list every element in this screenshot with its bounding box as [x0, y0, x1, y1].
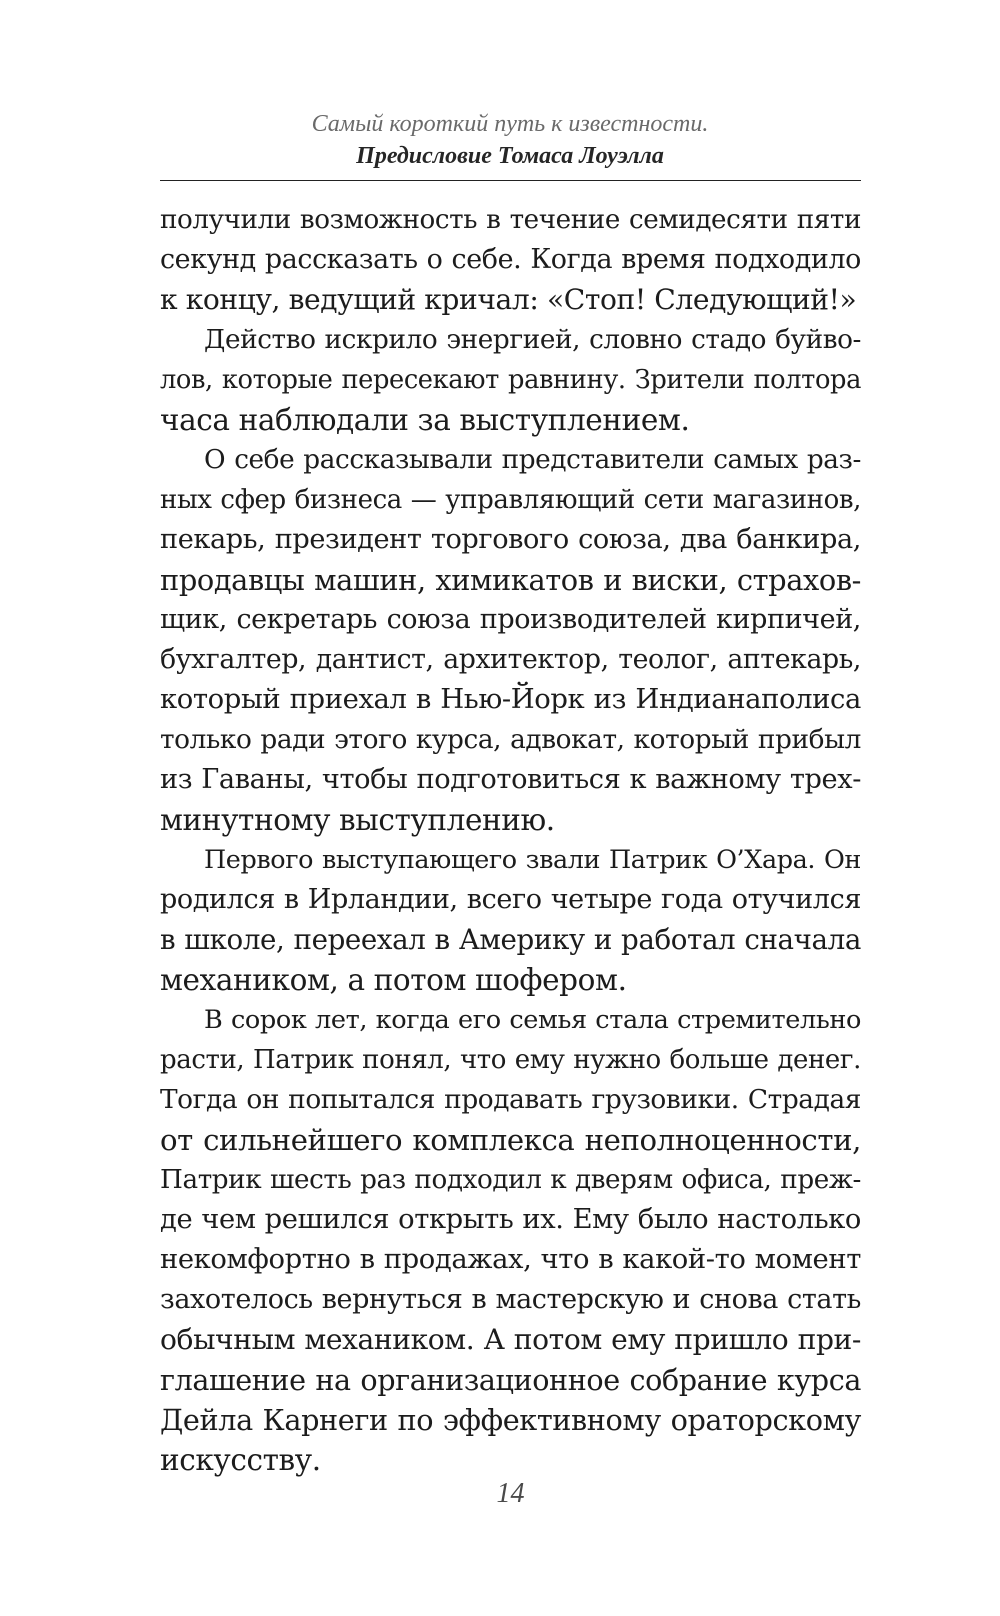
text-line: расти, Патрик понял, что ему нужно больше денег.	[160, 1045, 861, 1075]
text-line: ных сфер бизнеса — управляющий сети магазинов,	[160, 485, 861, 515]
text-line: В сорок лет, когда его семья стала стремительно	[204, 1005, 861, 1035]
text-line: захотелось вернуться в мастерскую и снова стать	[160, 1284, 861, 1315]
header-rule	[160, 180, 861, 181]
text-line: механиком, а потом шофером.	[160, 963, 627, 997]
running-head	[160, 108, 860, 172]
text-line: продавцы машин, химикатов и виски, страхов-	[160, 563, 861, 597]
chapter-title: Самый короткий путь к известности.	[311, 111, 709, 137]
text-line: Дейла Карнеги по эффективному ораторскому	[160, 1403, 861, 1437]
text-line: Тогда он попытался продавать грузовики. Страдая	[160, 1085, 861, 1115]
text-line: де чем решился открыть их. Ему было настолько	[160, 1204, 861, 1235]
text-line: искусству.	[160, 1443, 321, 1477]
text-line: лов, которые пересекают равнину. Зрители полтора	[160, 365, 861, 395]
text-line: Действо искрило энергией, словно стадо буйво-	[204, 325, 861, 355]
text-line: родился в Ирландии, всего четыре года отучился	[160, 884, 861, 915]
text-line: к концу, ведущий кричал: «Стоп! Следующий!»	[160, 283, 857, 316]
text-line: бухгалтер, дантист, архитектор, теолог, аптекарь,	[160, 644, 861, 675]
text-line: только ради этого курса, адвокат, который прибыл	[160, 725, 861, 755]
body-text	[160, 200, 861, 1480]
text-line: получили возможность в течение семидесяти пяти	[160, 205, 861, 235]
text-line: часа наблюдали за выступлением.	[160, 403, 690, 437]
section-title: Предисловие Томаса Лоуэлла	[356, 143, 664, 169]
text-line: О себе рассказывали представители самых раз-	[204, 445, 861, 475]
text-line: секунд рассказать о себе. Когда время подходило	[160, 244, 861, 275]
text-line: который приехал в Нью-Йорк из Индианаполиса	[160, 684, 861, 715]
text-line: пекарь, президент торгового союза, два банкира,	[160, 524, 861, 555]
page-number: 14	[496, 1478, 525, 1509]
text-line: Первого выступающего звали Патрик О’Хара. Он	[204, 845, 861, 875]
text-line: минутному выступлению.	[160, 803, 555, 837]
text-line: в школе, переехал в Америку и работал сначала	[160, 923, 861, 956]
text-line: глашение на организационное собрание курса	[160, 1363, 861, 1397]
text-line: от сильнейшего комплекса неполноценности,	[160, 1123, 861, 1157]
text-line: из Гаваны, чтобы подготовиться к важному трех-	[160, 764, 861, 795]
text-line: обычным механиком. А потом ему пришло при-	[160, 1323, 861, 1356]
text-line: Патрик шесть раз подходил к дверям офиса, преж-	[160, 1165, 861, 1195]
text-line: некомфортно в продажах, что в какой-то момент	[160, 1244, 861, 1275]
text-line: щик, секретарь союза производителей кирпичей,	[160, 604, 861, 635]
